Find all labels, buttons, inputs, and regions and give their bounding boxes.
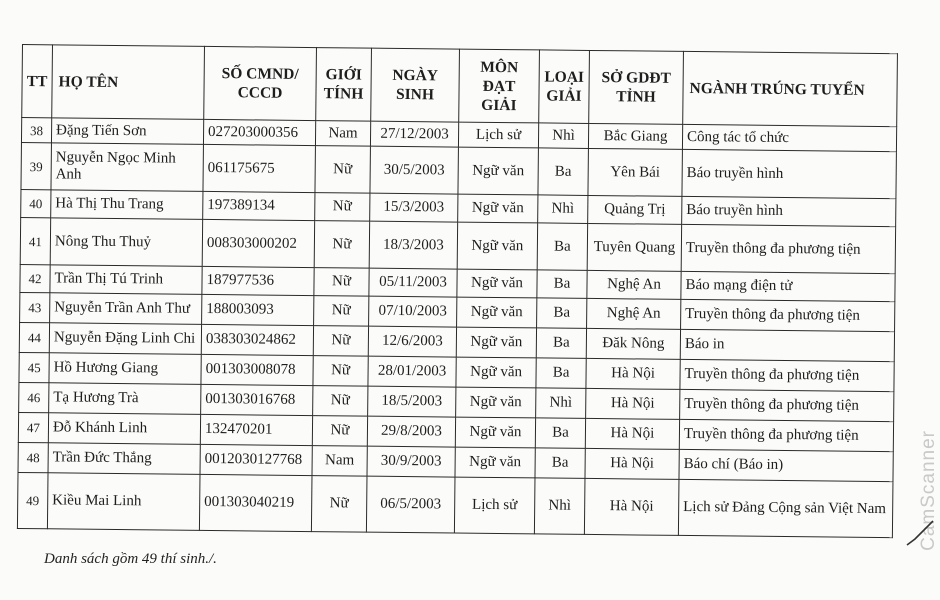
major-cell: Lịch sử Đảng Cộng sản Việt Nam — [678, 479, 893, 537]
date-of-birth-cell: 06/5/2003 — [366, 476, 455, 533]
id-number-cell: 0012030127768 — [200, 444, 312, 475]
date-of-birth-cell: 29/8/2003 — [367, 416, 455, 447]
department-cell: Nghệ An — [587, 270, 681, 299]
col-header-id: SỐ CMND/ CCCD — [204, 46, 317, 120]
student-name-cell: Nông Thu Thuỷ — [50, 218, 202, 267]
subject-cell: Ngữ văn — [455, 447, 535, 478]
watermark: CamScanner — [918, 430, 939, 551]
prize-cell: Ba — [537, 223, 587, 271]
id-number-cell: 001303008078 — [201, 354, 313, 385]
date-of-birth-cell: 18/5/2003 — [368, 386, 456, 417]
gender-cell: Nam — [315, 121, 370, 147]
major-cell: Truyền thông đa phương tiện — [681, 299, 895, 331]
col-header-gender: GIỚI TÍNH — [316, 48, 372, 122]
major-cell: Báo in — [680, 329, 894, 361]
gender-cell: Nữ — [313, 356, 368, 387]
subject-cell: Ngữ văn — [458, 194, 538, 223]
row-number-cell: 38 — [21, 118, 51, 143]
major-cell: Truyền thông đa phương tiện — [681, 224, 895, 273]
row-number-cell: 46 — [19, 382, 49, 412]
id-number-cell: 001303016768 — [201, 384, 313, 415]
prize-cell: Nhì — [534, 478, 585, 535]
row-number-cell: 47 — [18, 412, 48, 442]
gender-cell: Nữ — [314, 221, 369, 269]
department-cell: Đăk Nông — [586, 328, 680, 359]
row-number-cell: 48 — [18, 442, 48, 472]
row-number-cell: 43 — [20, 292, 50, 322]
id-number-cell: 188003093 — [202, 294, 314, 325]
row-number-cell: 40 — [21, 189, 51, 217]
id-number-cell: 187977536 — [202, 266, 314, 295]
student-name-cell: Nguyễn Đặng Linh Chi — [49, 323, 201, 355]
student-name-cell: Đỗ Khánh Linh — [48, 413, 200, 445]
gender-cell: Nữ — [314, 268, 369, 297]
department-cell: Hà Nội — [585, 448, 679, 479]
date-of-birth-cell: 30/9/2003 — [367, 446, 455, 477]
col-header-name: HỌ TÊN — [52, 45, 205, 120]
row-number-cell: 49 — [17, 472, 48, 528]
department-cell: Tuyên Quang — [587, 223, 681, 271]
student-name-cell: Tạ Hương Trà — [49, 383, 201, 415]
student-name-cell: Hà Thị Thu Trang — [51, 190, 203, 220]
id-number-cell: 061175675 — [203, 144, 315, 192]
id-number-cell: 197389134 — [203, 191, 315, 220]
id-number-cell: 027203000356 — [203, 119, 315, 145]
gender-cell: Nữ — [311, 476, 367, 533]
department-cell: Yên Bái — [588, 148, 682, 196]
major-cell: Công tác tổ chức — [682, 124, 896, 151]
col-header-subject: MÔN ĐẠT GIẢI — [459, 49, 540, 123]
col-header-department: SỞ GDĐT TỈNH — [589, 50, 684, 124]
col-header-dob: NGÀY SINH — [371, 48, 460, 122]
subject-cell: Ngữ văn — [458, 147, 538, 195]
row-number-cell: 44 — [19, 322, 49, 352]
student-name-cell: Nguyễn Trần Anh Thư — [50, 293, 202, 325]
row-number-cell: 41 — [20, 217, 50, 264]
subject-cell: Ngữ văn — [457, 297, 537, 328]
department-cell: Quảng Trị — [588, 195, 682, 224]
candidates-table — [17, 44, 898, 538]
student-name-cell: Trần Thị Tú Trinh — [50, 265, 202, 295]
department-cell: Hà Nội — [585, 418, 679, 449]
major-cell: Truyền thông đa phương tiện — [680, 359, 894, 391]
footer-note: Danh sách gồm 49 thí sinh./. — [44, 551, 217, 567]
major-cell: Báo chí (Báo in) — [679, 449, 893, 481]
date-of-birth-cell: 30/5/2003 — [370, 146, 458, 194]
id-number-cell: 008303000202 — [202, 219, 314, 267]
date-of-birth-cell: 05/11/2003 — [369, 268, 457, 297]
prize-cell: Ba — [535, 418, 585, 449]
row-number-cell: 45 — [19, 352, 49, 382]
subject-cell: Lịch sử — [454, 477, 535, 534]
prize-cell: Nhì — [538, 123, 588, 149]
prize-cell: Ba — [537, 298, 587, 329]
student-name-cell: Kiều Mai Linh — [47, 473, 200, 531]
gender-cell: Nữ — [313, 386, 368, 417]
col-header-prize: LOẠI GIẢI — [539, 50, 590, 124]
prize-cell: Nhì — [538, 195, 588, 224]
major-cell: Báo truyền hình — [682, 196, 896, 226]
subject-cell: Ngữ văn — [455, 417, 535, 448]
major-cell: Báo mạng điện tử — [681, 271, 895, 301]
subject-cell: Ngữ văn — [456, 387, 536, 418]
date-of-birth-cell: 07/10/2003 — [369, 296, 457, 327]
col-header-tt: TT — [22, 45, 53, 118]
col-header-major: NGÀNH TRÚNG TUYỂN — [683, 51, 898, 126]
student-name-cell: Trần Đức Thắng — [48, 443, 200, 475]
subject-cell: Ngữ văn — [456, 357, 536, 388]
subject-cell: Ngữ văn — [456, 327, 536, 358]
prize-cell: Nhì — [536, 388, 586, 419]
major-cell: Báo truyền hình — [682, 149, 896, 198]
prize-cell: Ba — [537, 270, 587, 299]
student-name-cell: Hồ Hương Giang — [49, 353, 201, 385]
row-number-cell: 42 — [20, 264, 50, 292]
pen-mark-icon — [905, 519, 935, 547]
gender-cell: Nữ — [313, 326, 368, 357]
prize-cell: Ba — [536, 328, 586, 359]
subject-cell: Ngữ văn — [457, 269, 537, 298]
id-number-cell: 001303040219 — [199, 474, 312, 531]
table-row — [17, 472, 893, 537]
subject-cell: Lịch sử — [458, 122, 538, 148]
major-cell: Truyền thông đa phương tiện — [679, 419, 893, 451]
id-number-cell: 132470201 — [200, 414, 312, 445]
subject-cell: Ngữ văn — [457, 222, 537, 270]
prize-cell: Ba — [536, 358, 586, 389]
student-name-cell: Nguyễn Ngọc Minh Anh — [51, 143, 203, 192]
gender-cell: Nữ — [314, 296, 369, 327]
department-cell: Bắc Giang — [588, 123, 682, 149]
gender-cell: Nữ — [312, 416, 367, 447]
id-number-cell: 038303024862 — [201, 324, 313, 355]
row-number-cell: 39 — [21, 142, 51, 189]
student-name-cell: Đặng Tiến Sơn — [51, 118, 203, 145]
date-of-birth-cell: 15/3/2003 — [370, 193, 458, 222]
prize-cell: Ba — [538, 148, 588, 196]
department-cell: Nghệ An — [587, 298, 681, 329]
gender-cell: Nam — [312, 446, 367, 477]
gender-cell: Nữ — [315, 193, 370, 222]
prize-cell: Ba — [535, 448, 585, 479]
date-of-birth-cell: 28/01/2003 — [368, 356, 456, 387]
major-cell: Truyền thông đa phương tiện — [680, 389, 894, 421]
department-cell: Hà Nội — [584, 478, 679, 535]
gender-cell: Nữ — [315, 146, 370, 194]
department-cell: Hà Nội — [586, 358, 680, 389]
department-cell: Hà Nội — [586, 388, 680, 419]
header-row — [22, 45, 898, 127]
date-of-birth-cell: 12/6/2003 — [368, 326, 456, 357]
date-of-birth-cell: 27/12/2003 — [370, 121, 458, 147]
date-of-birth-cell: 18/3/2003 — [369, 221, 457, 269]
